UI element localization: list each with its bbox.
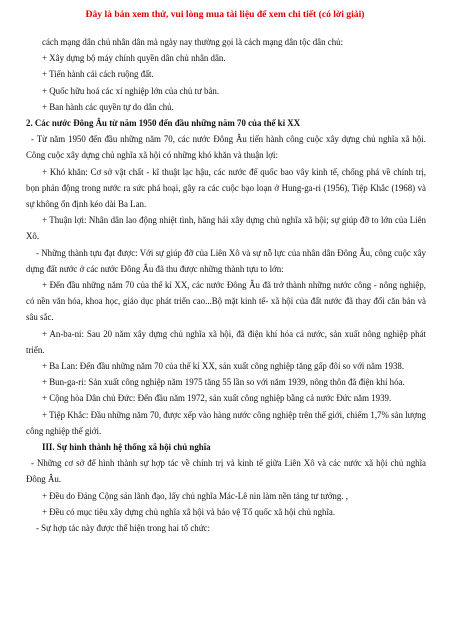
paragraph: + Tiệp Khắc: Đầu những năm 70, được xếp vào hàng nước công nghiệp trên thế giới, chiếm 1,7% sản lượng công nghiệp thế giới. [26,409,426,436]
paragraph: + Thuận lợi: Nhân dân lao động nhiệt tình, hăng hái xây dựng chủ nghĩa xã hội; sự giúp đỡ to lớn của Liên Xô. [26,215,426,242]
section-heading: III. Sự hình thành hệ thống xã hội chủ nghĩa [42,442,211,453]
paragraph: - Từ năm 1950 đến đầu những năm 70, các nước Đông Âu tiến hành công cuộc xây dựng chủ nghĩa xã hội. Công cuộc xây dựng chủ nghĩa xã hội có những khó khăn và thuận lợi: [26,134,426,161]
list-item: + Ban hành các quyền tự do dân chủ. [42,101,174,112]
list-item: + Đều do Đảng Cộng sản lãnh đạo, lấy chủ nghĩa Mác-Lê nin làm nền tảng tư tưởng. , [42,490,348,501]
paragraph: - Những thành tựu đạt được: Với sự giúp đỡ của Liên Xô và sự nỗ lực của nhân dân Đông Âu, công cuộc xây dựng đất nước ở các nước Đông Âu đã thu được những thành tựu to lớn: [26,247,426,274]
list-item: + Quốc hữu hoá các xí nghiệp lớn của chủ tư bản. [42,85,220,96]
document-body [26,34,426,536]
paragraph: - Sự hợp tác này được thể hiện trong hai tổ chức: [36,523,210,534]
list-item: + Tiến hành cải cách ruộng đất. [42,69,154,80]
paragraph: + Ba Lan: Đến đầu những năm 70 của thế kỉ XX, sản xuất công nghiệp tăng gấp đôi so với năm 1938. [42,361,405,372]
paragraph: - Những cơ sở để hình thành sự hợp tác về chính trị và kinh tế giữa Liên Xô và các nước xã hội chủ nghĩa Đông Âu. [26,458,426,485]
paragraph: + Khó khăn: Cơ sở vật chất - kĩ thuật lạc hậu, các nước đế quốc bao vây kinh tế, chống phá về chính trị, bọn phản động trong nước ra sức phá hoại, gây ra các cuộc bạo loạn ở Hung-ga-ri (1956), Tiệp Khắc (1968) và sự không ổn định kéo dài Ba Lan. [26,166,426,210]
list-item: + Đều có mục tiêu xây dựng chủ nghĩa xã hội và bảo vệ Tổ quốc xã hội chủ nghĩa. [42,506,336,517]
paragraph: + Đến đầu những năm 70 của thế kỉ XX, các nước Đông Âu đã trở thành những nước công - nông nghiệp, có nền văn hóa, khoa học, giáo dục phát triển cao...Bộ mặt kinh tế- xã hội của đất nước đã thay đổi căn bản và sâu sắc. [26,280,426,323]
section-heading: 2. Các nước Đông Âu từ năm 1950 đến đầu những năm 70 của thế kỉ XX [26,118,301,129]
paragraph: + Cộng hòa Dân chủ Đức: Đến đầu năm 1972, sản xuất công nghiệp bằng cả nước Đức năm 1939. [42,393,392,404]
preview-banner: Đây là bản xem thử, vui lòng mua tài liệu để xem chi tiết (có lời giải) [85,9,365,20]
list-item: + Xây dựng bộ máy chính quyền dân chủ nhân dân. [42,53,226,64]
paragraph: + Bun-ga-ri: Sản xuất công nghiệp năm 1975 tăng 55 lần so với năm 1939, nông thôn đã điện khí hóa. [42,377,405,388]
paragraph: + An-ba-ni: Sau 20 năm xây dựng chủ nghĩa xã hội, đã điện khí hóa cả nước, sản xuất nông nghiệp phát triển. [26,328,426,355]
paragraph: cách mạng dân chủ nhân dân mà ngày nay thường gọi là cách mạng dân tộc dân chủ: [42,37,344,47]
